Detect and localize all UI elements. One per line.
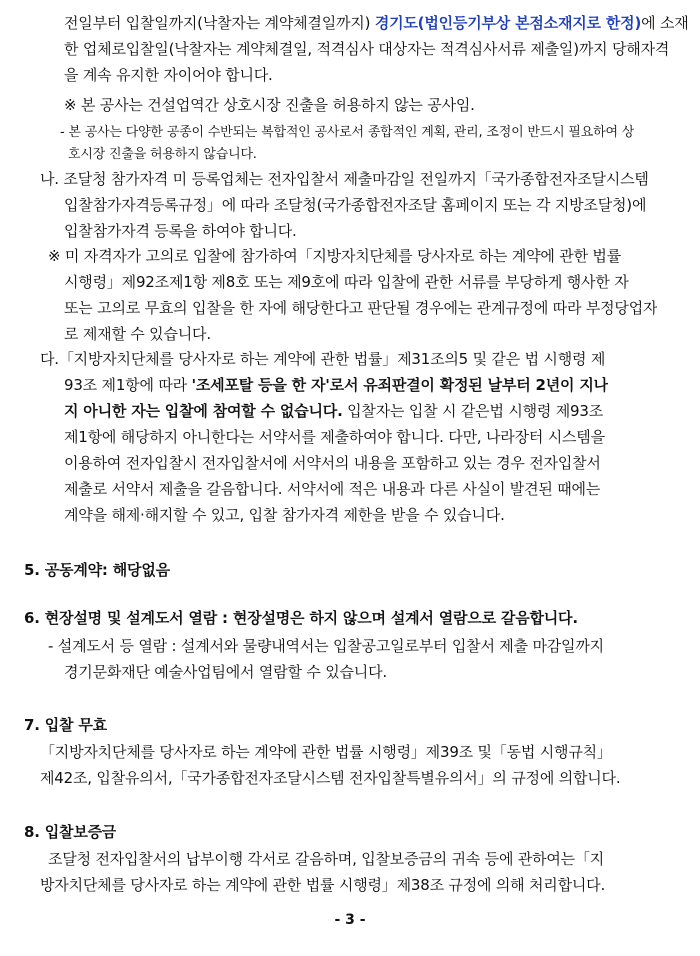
warning-line-3: 또는 고의로 무효의 입찰을 한 자에 해당한다고 판단될 경우에는 관계규정에 따라 부정당업자 <box>64 299 658 317</box>
intro-subnote <box>60 122 634 166</box>
section-6-body <box>48 633 604 685</box>
item-da <box>40 346 608 528</box>
section-6-line-2: 경기문화재단 예술사업팀에서 열람할 수 있습니다. <box>64 663 387 681</box>
exclusion-clause: 지 아니한 자는 입찰에 참여할 수 없습니다. <box>64 402 343 420</box>
item-na-line-2: 입찰참가자격등록규정」에 따라 조달청(국가종합전자조달 홈페이지 또는 각 지방조달청)에 <box>64 196 647 214</box>
intro-line-1: 전일부터 입찰일까지(낙찰자는 계약체결일까지) 경기도(법인등기부상 본점소재지로 한정)에 소재 <box>64 14 689 32</box>
item-da-line-6: 제출로 서약서 제출을 갈음합니다. 서약서에 적은 내용과 다른 사실이 발견된 때에는 <box>64 480 601 498</box>
intro-line-2: 한 업체로입찰일(낙찰자는 계약체결일, 적격심사 대상자는 적격심사서류 제출일)까지 당해자격 <box>64 40 670 58</box>
item-da-line-3: 지 아니한 자는 입찰에 참여할 수 없습니다. 입찰자는 입찰 시 같은법 시행령 제93조 <box>64 402 604 420</box>
section-6-line-1: - 설계도서 등 열람 : 설계서와 물량내역서는 입찰공고일로부터 입찰서 제출 마감일까지 <box>48 637 604 655</box>
item-da-line-1: 다.「지방자치단체를 당사자로 하는 계약에 관한 법률」제31조의5 및 같은 법 시행령 제 <box>40 350 606 368</box>
section-7-body <box>40 739 620 791</box>
item-da-line-4: 제1항에 해당하지 아니한다는 서약서를 제출하여야 합니다. 다만, 나라장터 시스템을 <box>64 428 605 446</box>
warning-note <box>48 243 657 347</box>
section-8-title: 8. 입찰보증금 <box>24 823 117 841</box>
intro-note: ※ 본 공사는 건설업역간 상호시장 진출을 허용하지 않는 공사임. <box>64 96 475 114</box>
intro-paragraph <box>64 10 689 88</box>
item-da-line-5: 이용하여 전자입찰시 전자입찰서에 서약서의 내용을 포함하고 있는 경우 전자입찰서 <box>64 454 601 472</box>
section-7-line-1: 「지방자치단체를 당사자로 하는 계약에 관한 법률 시행령」제39조 및「동법 시행규칙」 <box>40 743 612 761</box>
warning-line-1: ※ 미 자격자가 고의로 입찰에 참가하여「지방자치단체를 당사자로 하는 계약에 관한 법률 <box>48 247 622 265</box>
section-6-title: 6. 현장설명 및 설계도서 열람 : 현장설명은 하지 않으며 설계서 열람으로 갈음합니다. <box>24 609 578 627</box>
section-8-line-2: 방자치단체를 당사자로 하는 계약에 관한 법률 시행령」제38조 규정에 의해 처리합니다. <box>40 876 606 894</box>
section-7-line-2: 제42조, 입찰유의서,「국가종합전자조달시스템 전자입찰특별유의서」의 규정에 의합니다. <box>40 769 621 787</box>
item-na <box>40 166 649 244</box>
warning-line-4: 로 제재할 수 있습니다. <box>64 325 211 343</box>
section-8-line-1: 조달청 전자입찰서의 납부이행 각서로 갈음하며, 입찰보증금의 귀속 등에 관하여는「지 <box>48 850 605 868</box>
intro-subnote-line-1: - 본 공사는 다양한 공종이 수반되는 복합적인 공사로서 종합적인 계획, 관리, 조정이 반드시 필요하여 상 <box>60 125 635 140</box>
warning-line-2: 시행령」제92조제1항 제8호 또는 제9호에 따라 입찰에 관한 서류를 부당하게 행사한 자 <box>64 273 629 291</box>
section-8-body <box>40 846 605 898</box>
item-na-line-3: 입찰참가자격 등록을 하여야 합니다. <box>64 222 297 240</box>
page-number: - 3 - <box>334 912 366 928</box>
region-restriction: 경기도(법인등기부상 본점소재지로 한정) <box>374 14 642 32</box>
tax-evasion-clause: '조세포탈 등을 한 자'로서 유죄판결이 확정된 날부터 2년이 지나 <box>191 376 608 394</box>
section-5-title: 5. 공동계약: 해당없음 <box>24 561 170 579</box>
item-na-line-1: 나. 조달청 참가자격 미 등록업체는 전자입찰서 제출마감일 전일까지「국가종합전자조달시스템 <box>40 170 649 188</box>
intro-subnote-line-2: 호시장 진출을 허용하지 않습니다. <box>68 147 257 162</box>
intro-line-3: 을 계속 유지한 자이어야 합니다. <box>64 66 273 84</box>
item-da-line-2: 93조 제1항에 따라 '조세포탈 등을 한 자'로서 유죄판결이 확정된 날부터 2년이 지나 <box>64 376 608 394</box>
section-7-title: 7. 입찰 무효 <box>24 716 107 734</box>
item-da-line-7: 계약을 해제·해지할 수 있고, 입찰 참가자격 제한을 받을 수 있습니다. <box>64 506 505 524</box>
